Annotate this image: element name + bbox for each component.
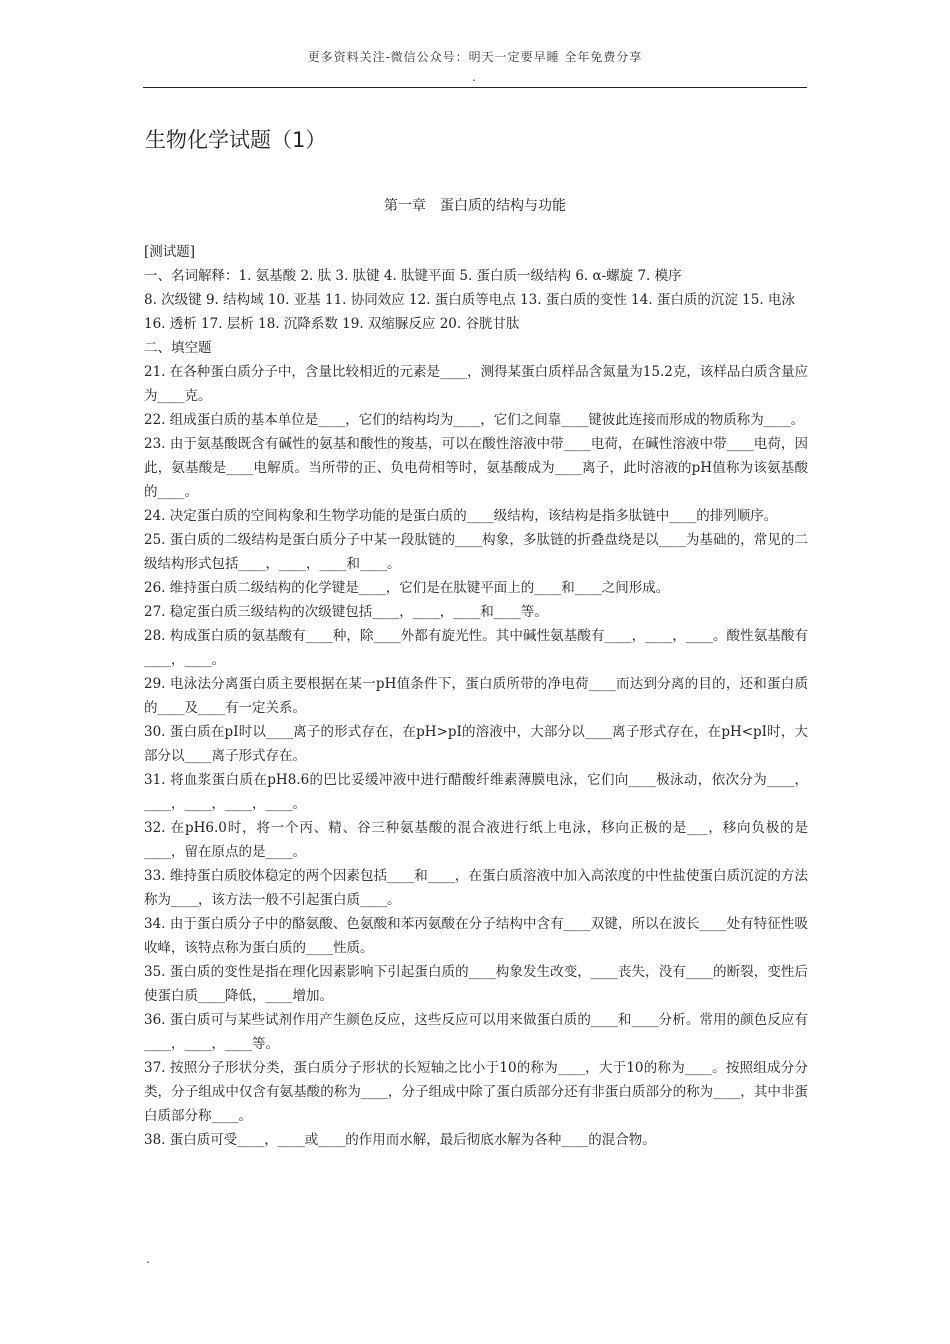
question-item: 34. 由于蛋白质分子中的酪氨酸、色氨酸和苯丙氨酸在分子结构中含有____双键，所以在波长____处有特征性吸收峰，该特点称为蛋白质的____性质。 bbox=[144, 916, 808, 956]
footer-dot: . bbox=[146, 1252, 150, 1266]
question-item: 22. 组成蛋白质的基本单位是____，它们的结构均为____，它们之间靠____键彼此连接而形成的物质称为____。 bbox=[144, 412, 805, 428]
question-item: 35. 蛋白质的变性是指在理化因素影响下引起蛋白质的____构象发生改变，____丧失，没有____的断裂，变性后使蛋白质____降低，____增加。 bbox=[144, 964, 808, 1004]
question-item: 36. 蛋白质可与某些试剂作用产生颜色反应，这些反应可以用来做蛋白质的____和____分析。常用的颜色反应有____，____，____等。 bbox=[144, 1012, 808, 1052]
question-item: 24. 决定蛋白质的空间构象和生物学功能的是蛋白质的____级结构，该结构是指多肽链中____的排列顺序。 bbox=[144, 508, 778, 524]
chapter-heading: 第一章 蛋白质的结构与功能 bbox=[384, 198, 566, 214]
terms-line: 一、名词解释：1. 氨基酸 2. 肽 3. 肽键 4. 肽键平面 5. 蛋白质一级结构 6. α-螺旋 7. 模序 bbox=[144, 268, 682, 284]
document-title: 生物化学试题（1） bbox=[145, 128, 327, 152]
question-item: 33. 维持蛋白质胶体稳定的两个因素包括____和____，在蛋白质溶液中加入高浓度的中性盐使蛋白质沉淀的方法称为____，该方法一般不引起蛋白质____。 bbox=[144, 868, 808, 908]
question-item: 21. 在各种蛋白质分子中，含量比较相近的元素是____，测得某蛋白质样品含氮量为15.2克，该样品白质含量应为____克。 bbox=[144, 364, 808, 404]
question-item: 25. 蛋白质的二级结构是蛋白质分子中某一段肽链的____构象，多肽链的折叠盘绕是以____为基础的，常见的二级结构形式包括____，____，____和____。 bbox=[144, 532, 808, 572]
question-item: 38. 蛋白质可受____，____或____的作用而水解，最后彻底水解为各种____的混合物。 bbox=[144, 1132, 656, 1148]
question-item: 32. 在pH6.0时，将一个丙、精、谷三种氨基酸的混合液进行纸上电泳，移向正极的是___，移向负极的是____，留在原点的是____。 bbox=[144, 820, 808, 860]
header-dot: . bbox=[472, 70, 476, 84]
terms-line: 8. 次级键 9. 结构域 10. 亚基 11. 协同效应 12. 蛋白质等电点 13. 蛋白质的变性 14. 蛋白质的沉淀 15. 电泳 bbox=[144, 292, 795, 308]
question-item: 31. 将血浆蛋白质在pH8.6的巴比妥缓冲液中进行醋酸纤维素薄膜电泳，它们向____极泳动，依次分为____， ____，____，____，____。 bbox=[144, 772, 808, 812]
question-item: 23. 由于氨基酸既含有碱性的氨基和酸性的羧基，可以在酸性溶液中带____电荷，在碱性溶液中带____电荷，因此，氨基酸是____电解质。当所带的正、负电荷相等时，氨基酸成为____离子，此时溶液的pH值称为该氨基酸的____。 bbox=[144, 436, 808, 500]
section-label: [测试题] bbox=[144, 244, 196, 260]
section-heading: 二、填空题 bbox=[144, 340, 212, 356]
question-list bbox=[144, 240, 808, 1152]
question-item: 26. 维持蛋白质二级结构的化学键是____，它们是在肽键平面上的____和____之间形成。 bbox=[144, 580, 670, 596]
question-item: 28. 构成蛋白质的氨基酸有____种，除____外都有旋光性。其中碱性氨基酸有____，____，____。酸性氨基酸有____，____。 bbox=[144, 628, 808, 668]
header-divider bbox=[143, 87, 807, 88]
page-header: 更多资料关注-微信公众号：明天一定要早睡 全年免费分享 bbox=[307, 50, 643, 64]
question-item: 27. 稳定蛋白质三级结构的次级键包括____，____，____和____等。 bbox=[144, 604, 548, 620]
terms-line: 16. 透析 17. 层析 18. 沉降系数 19. 双缩脲反应 20. 谷胱甘肽 bbox=[144, 316, 520, 332]
question-item: 37. 按照分子形状分类，蛋白质分子形状的长短轴之比小于10的称为____，大于10的称为____。按照组成分分类，分子组成中仅含有氨基酸的称为____，分子组成中除了蛋白质部分还有非蛋白质部分的称为____，其中非蛋白质部分称____。 bbox=[144, 1060, 808, 1124]
question-item: 29. 电泳法分离蛋白质主要根据在某一pH值条件下，蛋白质所带的净电荷____而达到分离的目的，还和蛋白质的____及____有一定关系。 bbox=[144, 676, 808, 716]
question-item: 30. 蛋白质在pI时以____离子的形式存在，在pH>pI的溶液中，大部分以____离子形式存在，在pH<pI时，大部分以____离子形式存在。 bbox=[144, 724, 808, 764]
